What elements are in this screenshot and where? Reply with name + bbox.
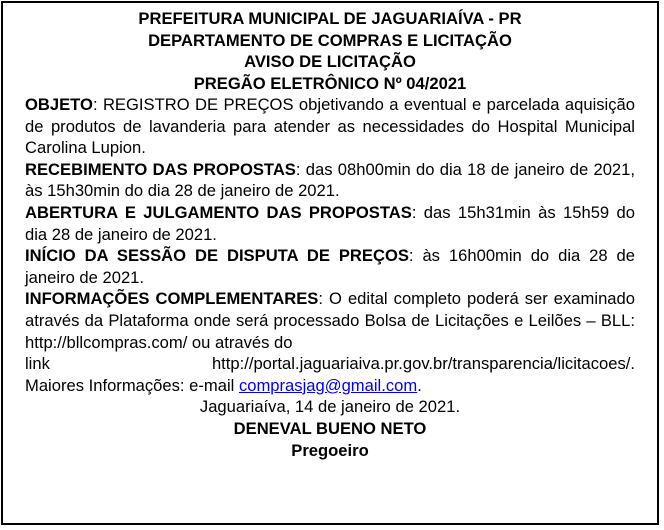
objeto-label: OBJETO: [25, 95, 93, 114]
abertura-text: : das 15h31min às 15h59 do dia 28 de janeiro de 2021.: [25, 202, 635, 244]
portal-link-url[interactable]: http://portal.jaguariaiva.pr.gov.br/transparencia/licitacoes/.: [211, 354, 635, 374]
objeto-text: : REGISTRO DE PREÇOS objetivando a eventual e parcelada aquisição de produtos de lavanderia para atender as necessidades do Hospital Municipal Carolina Lupion.: [25, 95, 635, 158]
abertura-paragraph: [25, 202, 635, 245]
informacoes-paragraph: [25, 288, 635, 396]
email-link[interactable]: comprasjag@gmail.com: [238, 375, 418, 395]
signer-name: DENEVAL BUENO NETO: [233, 418, 427, 438]
licitacao-notice: [1, 1, 659, 525]
header-prefeitura: PREFEITURA MUNICIPAL DE JAGUARIAÍVA - PR: [138, 9, 522, 28]
header-aviso: AVISO DE LICITAÇÃO: [244, 52, 416, 71]
abertura-label: ABERTURA E JULGAMENTO DAS PROPOSTAS: [25, 202, 412, 222]
objeto-paragraph: [25, 94, 635, 159]
informacoes-text: : O edital completo poderá ser examinado através da Plataforma onde será processado Bolsa de Licitações e Leilões – BLL: http://bllcompras.com/ ou através do: [25, 289, 635, 352]
maiores-informacoes-line: [25, 375, 635, 397]
recebimento-label: RECEBIMENTO DAS PROPOSTAS: [25, 159, 296, 179]
header-departamento: DEPARTAMENTO DE COMPRAS E LICITAÇÃO: [148, 30, 512, 50]
notice-header: [25, 8, 635, 94]
informacoes-body: [25, 288, 635, 353]
inicio-text: : às 16h00min do dia 28 de janeiro de 2021.: [25, 246, 635, 287]
header-pregao: PREGÃO ELETRÔNICO Nº 04/2021: [193, 73, 467, 93]
link-word: link: [25, 354, 50, 374]
recebimento-text: : das 08h00min do dia 18 de janeiro de 2021, às 15h30min do dia 28 de janeiro de 2021.: [25, 159, 635, 201]
informacoes-label: INFORMAÇÕES COMPLEMENTARES: [25, 289, 319, 309]
maiores-informacoes-prefix: Maiores Informações: e-mail: [25, 375, 239, 395]
signer-role: Pregoeiro: [291, 440, 369, 460]
inicio-paragraph: [25, 245, 635, 288]
maiores-informacoes-suffix: .: [417, 375, 422, 395]
notice-footer: [25, 396, 635, 461]
recebimento-paragraph: [25, 159, 635, 202]
place-date: Jaguariaíva, 14 de janeiro de 2021.: [199, 397, 461, 417]
portal-link-line: [25, 353, 635, 375]
inicio-label: INÍCIO DA SESSÃO DE DISPUTA DE PREÇOS: [25, 246, 409, 266]
